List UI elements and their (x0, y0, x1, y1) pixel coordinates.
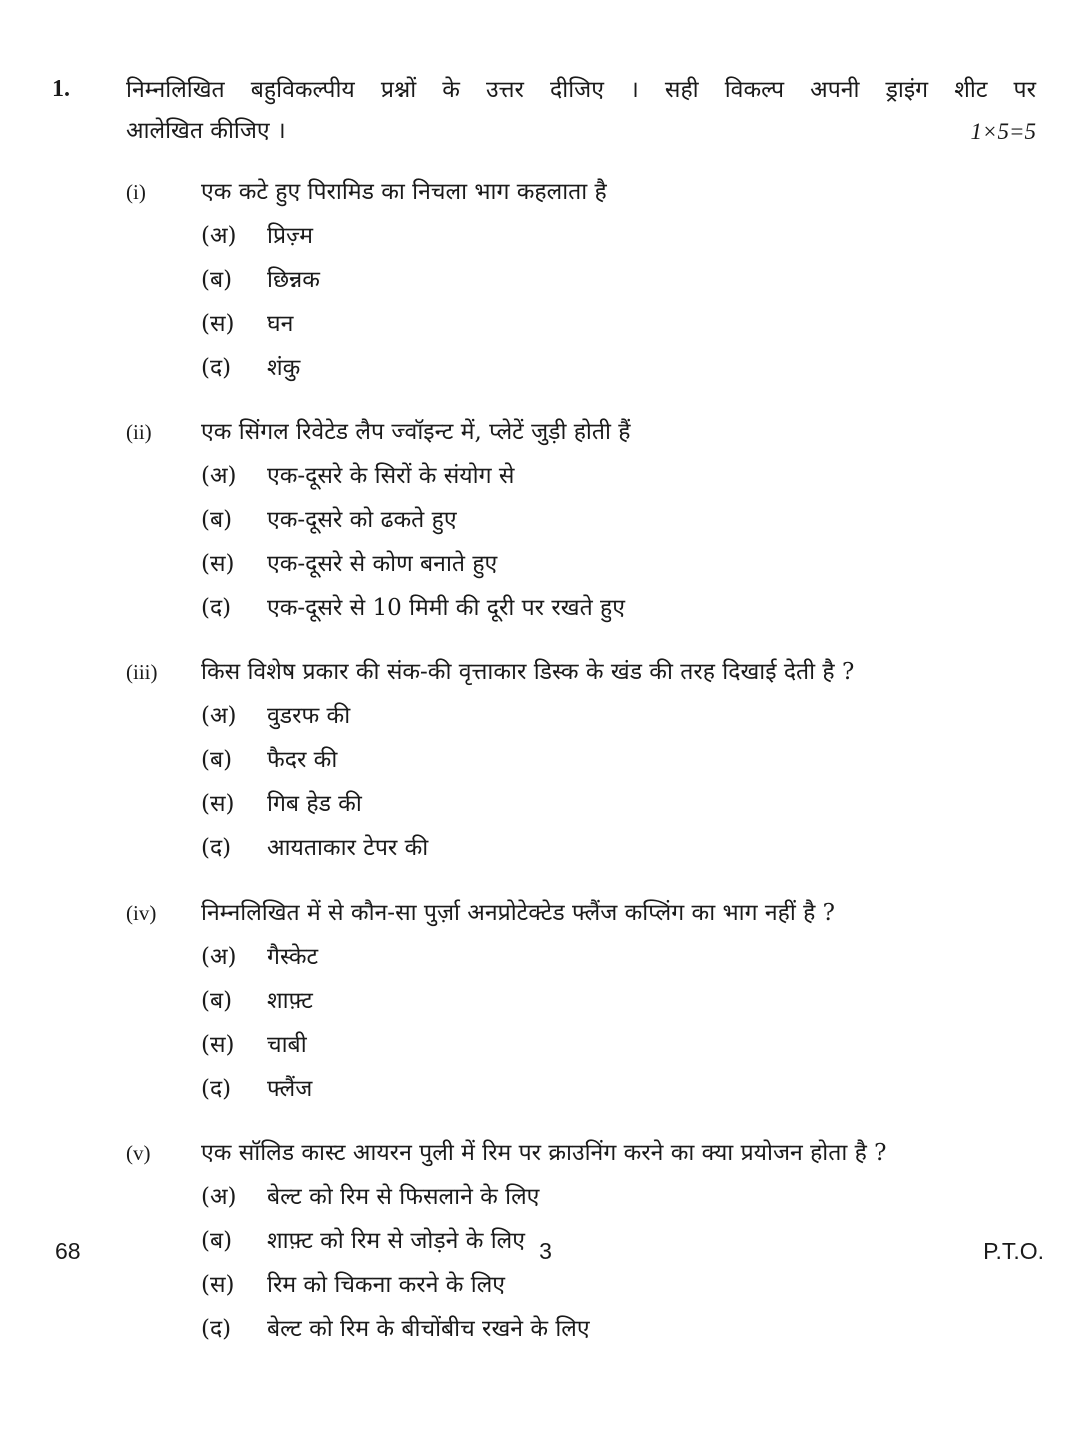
option-label: (स) (201, 791, 235, 817)
option-text: शाफ़्ट को रिम से जोड़ने के लिए (267, 1228, 525, 1254)
footer-page-number: 3 (539, 1238, 552, 1264)
option-text: बेल्ट को रिम से फिसलाने के लिए (267, 1184, 540, 1210)
question-marks: 1×5=5 (970, 119, 1036, 144)
option-text: एक-दूसरे के सिरों के संयोग से (267, 463, 515, 489)
option-label: (अ) (201, 463, 237, 489)
subquestion-text: एक सॉलिड कास्ट आयरन पुली में रिम पर क्राउनिंग करने का क्या प्रयोजन होता है ? (201, 1140, 887, 1166)
option-label: (द) (201, 595, 232, 621)
option-label: (द) (201, 1316, 232, 1342)
option-text: एक-दूसरे से कोण बनाते हुए (267, 551, 498, 577)
option-text: प्रिज़्म (267, 223, 313, 249)
subquestion-number: (iii) (126, 660, 158, 684)
question-instruction-line2: आलेखित कीजिए । (126, 118, 286, 144)
option-text: शंकु (267, 355, 301, 381)
footer-pto: P.T.O. (983, 1238, 1044, 1264)
option-label: (अ) (201, 703, 237, 729)
option-label: (स) (201, 311, 235, 337)
option-text: शाफ़्ट (267, 988, 313, 1014)
option-label: (ब) (201, 507, 233, 533)
option-text: एक-दूसरे को ढकते हुए (267, 507, 457, 533)
option-label: (अ) (201, 223, 237, 249)
option-text: रिम को चिकना करने के लिए (267, 1272, 506, 1298)
question-instruction-line1: निम्नलिखित बहुविकल्पीय प्रश्नों के उत्तर दीजिए । सही विकल्प अपनी ड्राइंग शीट पर (126, 77, 1036, 103)
option-text: फ्लैंज (267, 1076, 313, 1102)
option-label: (स) (201, 1032, 235, 1058)
subquestion-text: किस विशेष प्रकार की संक-की वृत्ताकार डिस्क के खंड की तरह दिखाई देती है ? (201, 659, 855, 685)
subquestion-number: (i) (126, 180, 146, 204)
option-label: (द) (201, 1076, 232, 1102)
option-text: चाबी (267, 1032, 307, 1058)
subquestion-text: एक सिंगल रिवेटेड लैप ज्वॉइन्ट में, प्लेटें जुड़ी होती हैं (201, 419, 631, 445)
subquestion-number: (iv) (126, 901, 157, 925)
option-text: फैदर की (267, 747, 338, 773)
option-label: (अ) (201, 1184, 237, 1210)
option-label: (द) (201, 355, 232, 381)
option-label: (ब) (201, 1228, 233, 1254)
option-text: एक-दूसरे से 10 मिमी की दूरी पर रखते हुए (267, 595, 625, 621)
option-text: आयताकार टेपर की (267, 835, 429, 861)
option-text: गैस्केट (267, 944, 319, 970)
subquestion-number: (v) (126, 1141, 151, 1165)
option-text: छिन्नक (267, 267, 320, 293)
question-number: 1. (52, 76, 70, 102)
option-label: (द) (201, 835, 232, 861)
option-label: (अ) (201, 944, 237, 970)
option-text: गिब हेड की (267, 791, 362, 817)
option-label: (ब) (201, 988, 233, 1014)
option-label: (ब) (201, 747, 233, 773)
footer-paper-code: 68 (55, 1238, 81, 1264)
subquestion-number: (ii) (126, 420, 152, 444)
option-label: (स) (201, 1272, 235, 1298)
option-text: बेल्ट को रिम के बीचोंबीच रखने के लिए (267, 1316, 590, 1342)
subquestion-text: एक कटे हुए पिरामिड का निचला भाग कहलाता है (201, 179, 607, 205)
subquestion-text: निम्नलिखित में से कौन-सा पुर्ज़ा अनप्रोटेक्टेड फ्लैंज कप्लिंग का भाग नहीं है ? (201, 900, 835, 926)
option-label: (स) (201, 551, 235, 577)
option-text: वुडरफ की (267, 703, 351, 729)
option-text: घन (267, 311, 294, 337)
option-label: (ब) (201, 267, 233, 293)
